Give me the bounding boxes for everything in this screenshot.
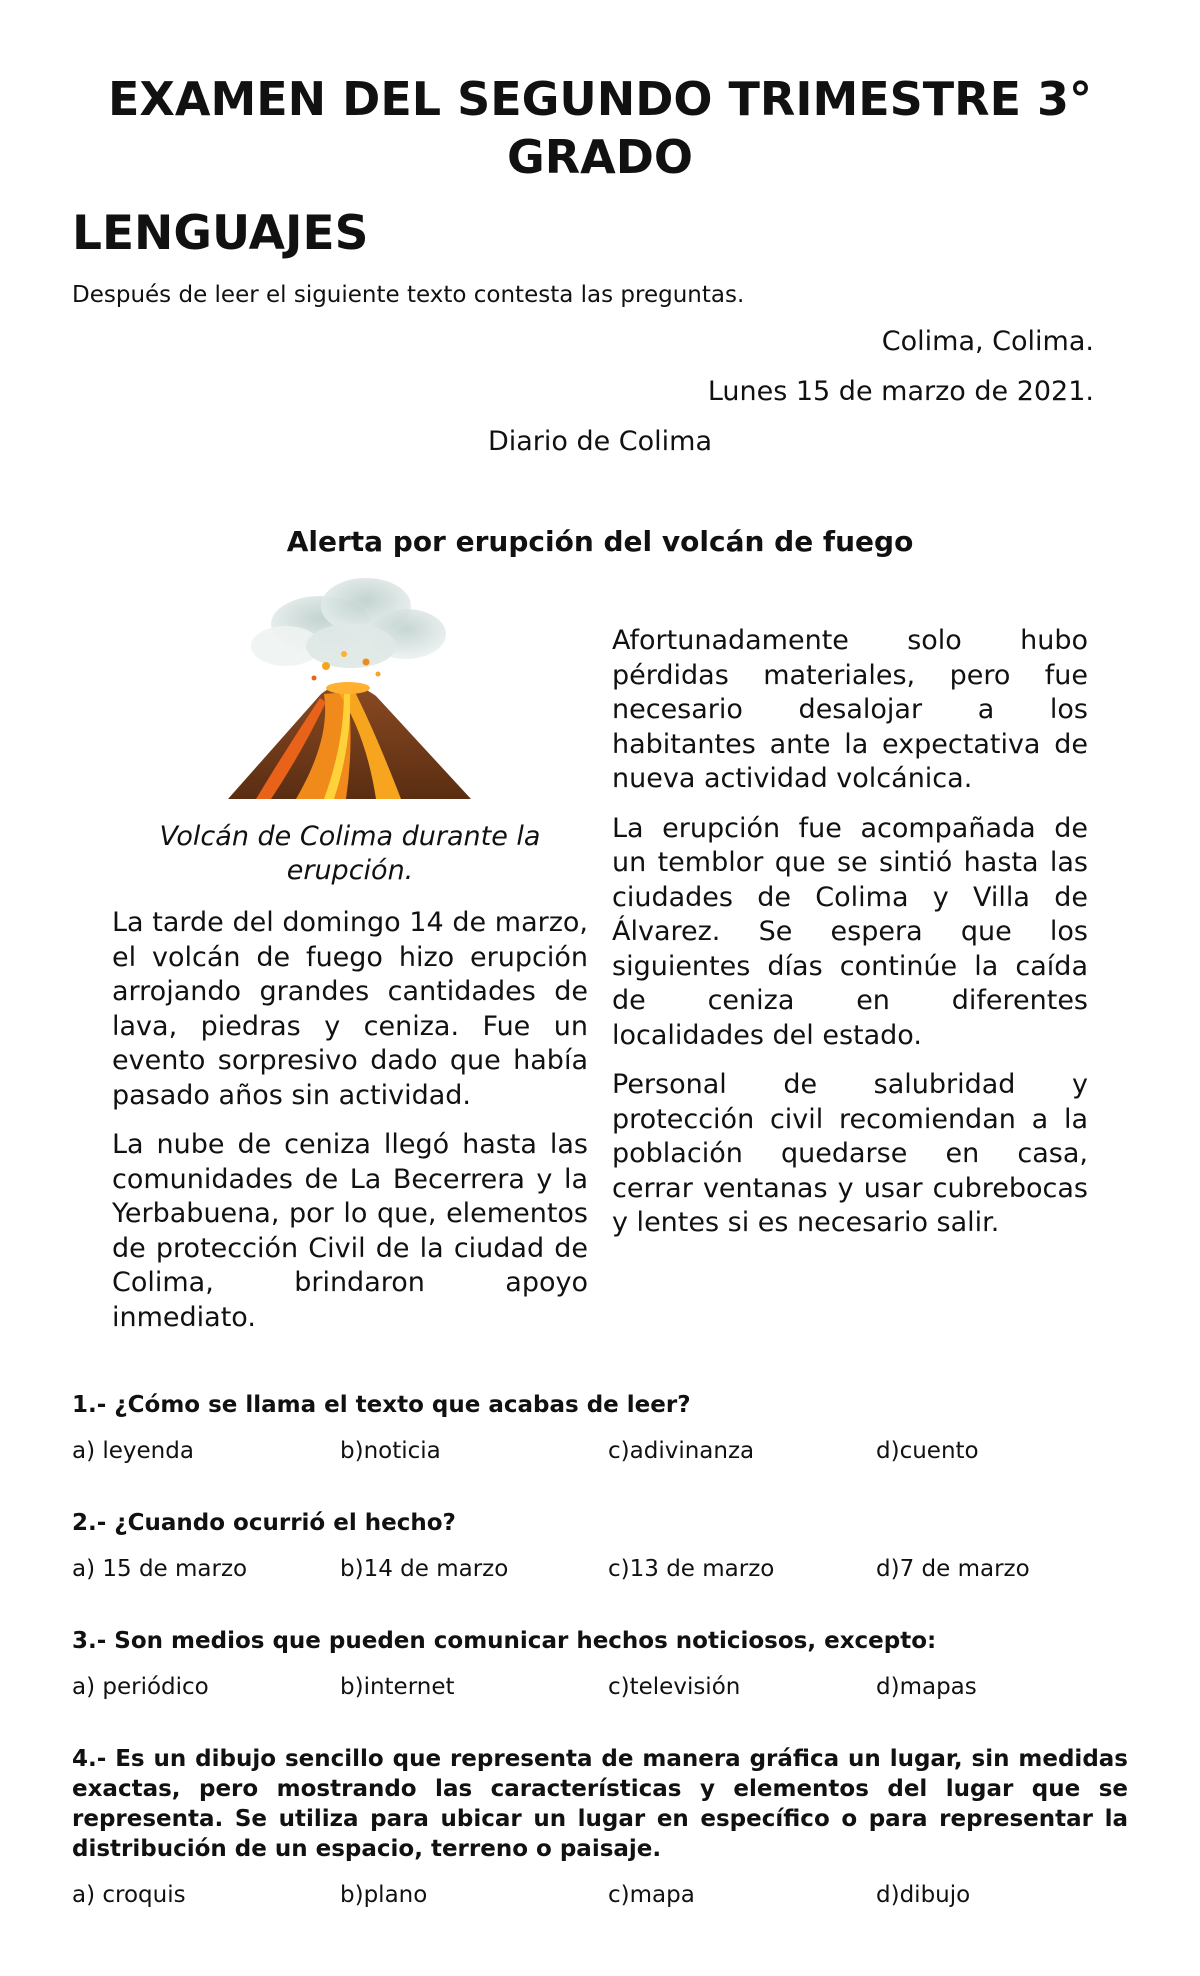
- article-column-right: [612, 624, 1088, 1256]
- option-b[interactable]: b)noticia: [340, 1438, 441, 1464]
- option-a[interactable]: a) croquis: [72, 1882, 186, 1908]
- smoke-cloud: [251, 578, 446, 668]
- article-paragraph: La tarde del domingo 14 de marzo, el volcán de fuego hizo erupción arrojando grandes cantidades de lava, piedras y ceniza. Fue un evento sorpresivo dado que había pasado años sin actividad.: [112, 907, 588, 1111]
- option-c[interactable]: c)televisión: [608, 1674, 741, 1700]
- option-c[interactable]: c)mapa: [608, 1882, 695, 1908]
- question-3: 3.- Son medios que pueden comunicar hechos noticiosos, excepto:: [72, 1628, 937, 1654]
- option-d[interactable]: d)7 de marzo: [876, 1556, 1030, 1582]
- volcano-illustration: [226, 574, 476, 804]
- article-paragraph: La erupción fue acompañada de un temblor que se sintió hasta las ciudades de Colima y Villa de Álvarez. Se espera que los siguientes días continúe la caída de ceniza en diferentes localidades del estado.: [612, 812, 1088, 1051]
- option-a[interactable]: a) 15 de marzo: [72, 1556, 248, 1582]
- article-headline: Alerta por erupción del volcán de fuego: [286, 525, 914, 558]
- option-c[interactable]: c)adivinanza: [608, 1438, 755, 1464]
- question-4: 4.- Es un dibujo sencillo que representa de manera gráfica un lugar, sin medidas exactas, pero mostrando las características y elementos del lugar que se representa. Se utiliza para ubicar un lugar en específico o para representar la distribución de un espacio, terreno o paisaje.: [72, 1746, 1128, 1862]
- newspaper-name: Diario de Colima: [487, 426, 713, 457]
- instructions: Después de leer el siguiente texto contesta las preguntas.: [72, 282, 745, 308]
- option-a[interactable]: a) periódico: [72, 1674, 209, 1700]
- question-2: 2.- ¿Cuando ocurrió el hecho?: [72, 1510, 456, 1536]
- option-a[interactable]: a) leyenda: [72, 1438, 194, 1464]
- volcano-mountain: [228, 651, 471, 799]
- option-d[interactable]: d)mapas: [876, 1674, 977, 1700]
- article-paragraph: Personal de salubridad y protección civil recomiendan a la población quedarse en casa, cerrar ventanas y usar cubrebocas y lentes si es necesario salir.: [612, 1069, 1088, 1238]
- exam-title: EXAMEN DEL SEGUNDO TRIMESTRE 3° GRADO: [107, 72, 1093, 184]
- question-2-options: [72, 1554, 1152, 1584]
- option-c[interactable]: c)13 de marzo: [608, 1556, 775, 1582]
- option-b[interactable]: b)internet: [340, 1674, 455, 1700]
- article-place: Colima, Colima.: [881, 326, 1094, 357]
- article-column-left: [112, 906, 588, 1350]
- question-1: 1.- ¿Cómo se llama el texto que acabas de leer?: [72, 1392, 691, 1418]
- option-b[interactable]: b)plano: [340, 1882, 428, 1908]
- option-d[interactable]: d)cuento: [876, 1438, 979, 1464]
- section-title: LENGUAJES: [72, 206, 369, 261]
- article-paragraph: Afortunadamente solo hubo pérdidas materiales, pero fue necesario desalojar a los habitantes ante la expectativa de nueva actividad volcánica.: [612, 625, 1088, 794]
- option-b[interactable]: b)14 de marzo: [340, 1556, 509, 1582]
- question-4-options: [72, 1880, 1152, 1910]
- question-3-options: [72, 1672, 1152, 1702]
- article-date: Lunes 15 de marzo de 2021.: [707, 376, 1094, 407]
- question-1-options: [72, 1436, 1152, 1466]
- article-paragraph: La nube de ceniza llegó hasta las comunidades de La Becerrera y la Yerbabuena, por lo que, elementos de protección Civil de la ciudad de Colima, brindaron apoyo inmediato.: [112, 1129, 588, 1333]
- option-d[interactable]: d)dibujo: [876, 1882, 971, 1908]
- image-caption: Volcán de Colima durante la erupción.: [159, 821, 541, 886]
